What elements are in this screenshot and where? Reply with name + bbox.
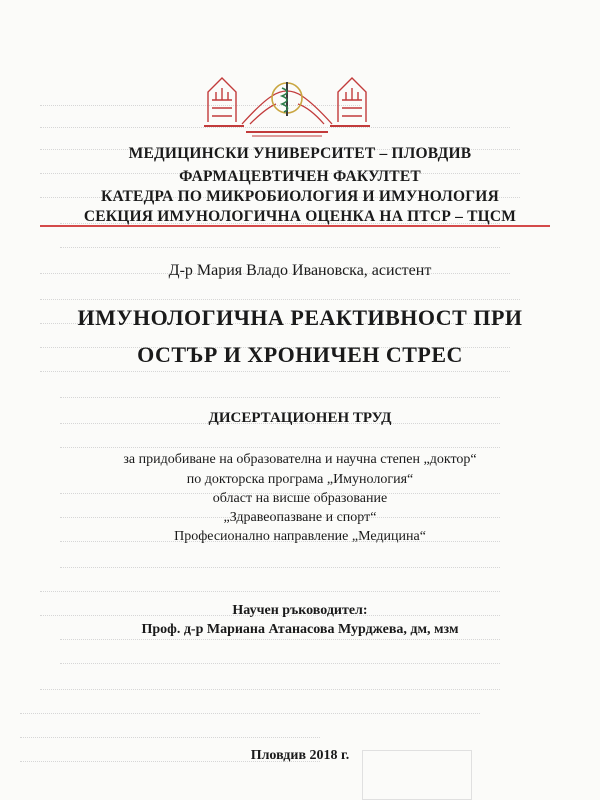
purpose-line: „Здравеопазване и спорт“ xyxy=(223,510,377,525)
thesis-title-line-2: ОСТЪР И ХРОНИЧЕН СТРЕС xyxy=(137,342,463,367)
thesis-title-line-1: ИМУНОЛОГИЧНА РЕАКТИВНОСТ ПРИ xyxy=(77,305,523,330)
university-crest-logo xyxy=(202,62,372,140)
supervisor-name: Проф. д-р Мариана Атанасова Мурджева, дм, мзм xyxy=(141,622,459,637)
faculty-name: ФАРМАЦЕВТИЧЕН ФАКУЛТЕТ xyxy=(179,168,421,185)
place-year: Пловдив 2018 г. xyxy=(250,748,350,763)
purpose-line: област на висше образование xyxy=(212,491,388,506)
header-divider xyxy=(40,225,550,227)
university-name: МЕДИЦИНСКИ УНИВЕРСИТЕТ – ПЛОВДИВ xyxy=(128,145,472,162)
section-name: СЕКЦИЯ ИМУНОЛОГИЧНА ОЦЕНКА НА ПТСР – ТЦСМ xyxy=(83,208,517,225)
department-name: КАТЕДРА ПО МИКРОБИОЛОГИЯ И ИМУНОЛОГИЯ xyxy=(101,188,499,205)
author-name: Д-р Мария Владо Ивановска, асистент xyxy=(168,262,432,279)
supervisor-label: Научен ръководител: xyxy=(232,603,368,618)
document-type: ДИСЕРТАЦИОНЕН ТРУД xyxy=(208,410,392,426)
purpose-line: Професионално направление „Медицина“ xyxy=(174,529,426,544)
purpose-line: за придобиване на образователна и научна степен „доктор“ xyxy=(123,452,477,467)
purpose-line: по докторска програма „Имунология“ xyxy=(186,472,414,487)
